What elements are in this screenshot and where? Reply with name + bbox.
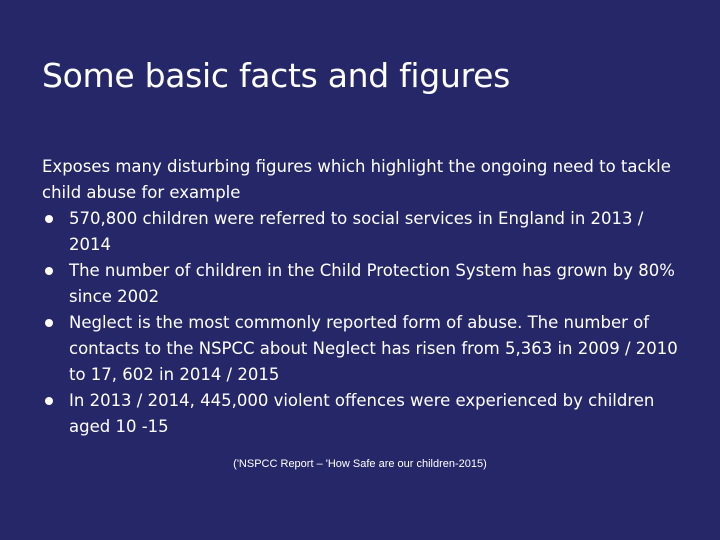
- bullet-text: In 2013 / 2014, 445,000 violent offences were experienced by children aged 10 -15: [69, 391, 655, 436]
- bullet-list: [42, 206, 682, 440]
- bullet-item: [42, 206, 682, 258]
- source-citation: ('NSPCC Report – 'How Safe are our children-2015): [233, 458, 487, 470]
- slide-title: Some basic facts and figures: [42, 56, 511, 95]
- bullet-text: 570,800 children were referred to social services in England in 2013 / 2014: [69, 209, 644, 254]
- bullet-dot-icon: [45, 397, 53, 405]
- bullet-item: [42, 310, 682, 388]
- bullet-dot-icon: [45, 319, 53, 327]
- bullet-item: [42, 388, 682, 440]
- bullet-dot-icon: [45, 215, 53, 223]
- bullet-dot-icon: [45, 267, 53, 275]
- bullet-item: [42, 258, 682, 310]
- slide-body: [42, 154, 682, 440]
- bullet-text: Neglect is the most commonly reported form of abuse. The number of contacts to the NSPCC about Neglect has risen from 5,363 in 2009 / 2010 to 17, 602 in 2014 / 2015: [69, 313, 678, 384]
- intro-text: Exposes many disturbing figures which highlight the ongoing need to tackle child abuse for example: [42, 157, 671, 202]
- bullet-text: The number of children in the Child Protection System has grown by 80% since 2002: [69, 261, 675, 306]
